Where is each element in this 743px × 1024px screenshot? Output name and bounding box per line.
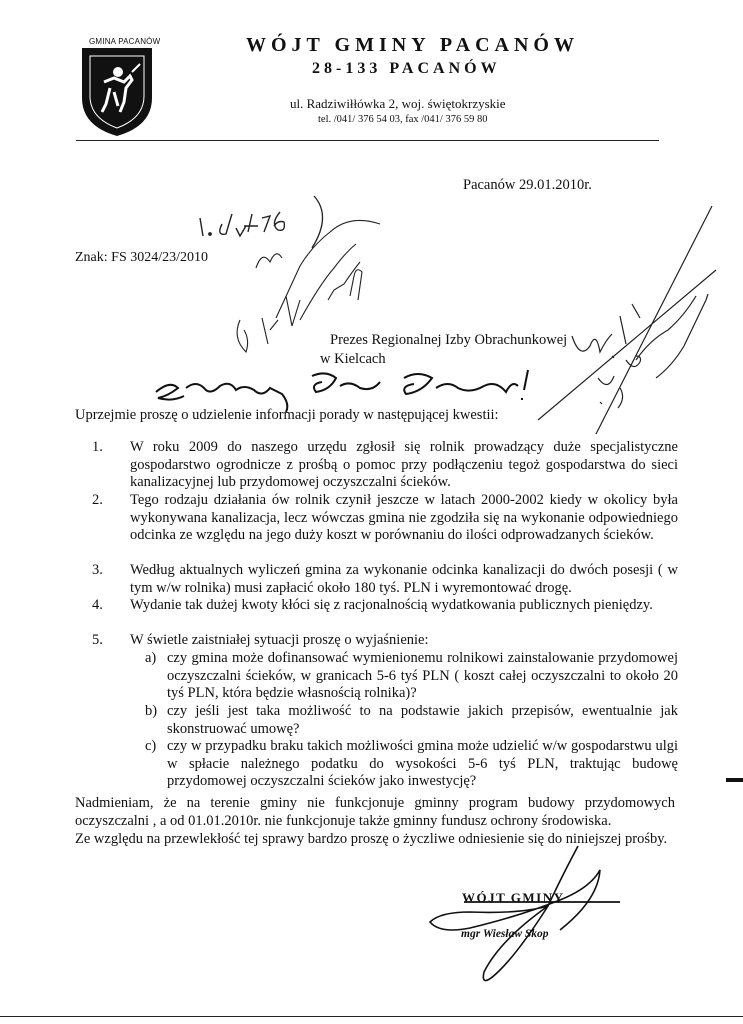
recipient-line-2: w Kielcach — [320, 351, 386, 367]
signature-handwriting — [430, 846, 620, 981]
coat-of-arms-icon — [80, 46, 154, 138]
closing-paragraph-1: Nadmieniam, że na terenie gminy nie funkcjonuje gminny program budowy przydomowych oczyszczalni , a od 01.01.2010r. nie funkcjonuje także gminny fundusz ochrony środowiska. — [75, 795, 675, 829]
edge-mark — [726, 778, 743, 782]
item-text: W świetle zaistniałej sytuacji proszę o wyjaśnienie: — [130, 632, 429, 648]
letter-date: Pacanów 29.01.2010r. — [463, 177, 592, 193]
item-number: 3. — [92, 562, 103, 578]
item-text: W roku 2009 do naszego urzędu zgłosił się rolnik prowadzący duże specjalistyczne gospodarstwo ogrodnicze z prośbą o pomoc przy podłączeniu tegoż gospodarstwa do sieci kanalizacyjnej lub przydomowej oczyszczalni ścieków. — [130, 439, 678, 491]
item-number: 5. — [92, 632, 103, 648]
signature-stamp-title: WÓJT GMINY — [462, 890, 565, 905]
item-number: 4. — [92, 597, 103, 613]
subitem-text: czy w przypadku braku takich możliwości gmina może udzielić w/w gospodarstwu ulgi w spłacie należnego podatku do wysokości 5-6 tyś PLN, traktując budowę przydomowej oczyszczalni ścieków jako inwestycję? — [167, 738, 678, 790]
office-title: WÓJT GMINY PACANÓW — [246, 34, 579, 56]
crest-label: GMINA PACANÓW — [89, 37, 161, 46]
subitem-letter: c) — [145, 738, 157, 754]
subitem-text: czy gmina może dofinansować wymienionemu rolnikowi zainstalowanie przydomowej oczyszczalni ścieków, w granicach 5-6 tyś PLN ( koszt całej oczyszczalni to około 20 tyś PLN, która będzie własnością rolnika)? — [167, 650, 678, 702]
item-text: Tego rodzaju działania ów rolnik czynił jeszcze w latach 2000-2002 kiedy w okolicy była wykonywana kanalizacja, lecz wówczas gmina nie zgodziła się na wykonanie odpowiedniego odcinka ze względu na jego duży koszt w porównaniu do ilości odprowadzanych ścieków. — [130, 492, 678, 544]
item-text: Według aktualnych wyliczeń gmina za wykonanie odcinka kanalizacji do dwóch posesji ( w tym w/w rolnika) musi zapłacić około 180 tyś. PLN i wyremontować drogę. — [130, 562, 678, 596]
reference-number: Znak: FS 3024/23/2010 — [75, 250, 209, 265]
signature-stamp-name: mgr Wiesław Skop — [461, 928, 549, 940]
letter-intro: Uprzejmie proszę o udzielenie informacji porady w następującej kwestii: — [75, 407, 499, 423]
header-divider — [76, 140, 659, 141]
subitem-letter: b) — [145, 703, 158, 719]
subitem-text: czy jeśli jest taka możliwość to na podstawie jakich przepisów, ewentualnie jak skonstruować umowę? — [167, 703, 678, 737]
page-bottom-rule — [0, 1016, 743, 1017]
registry-note-handwriting — [200, 212, 284, 236]
item-number: 2. — [92, 492, 103, 508]
office-phone-fax: tel. /041/ 376 54 03, fax /041/ 376 59 80 — [318, 114, 488, 125]
office-postal-line: 28-133 PACANÓW — [312, 60, 501, 77]
subitem-letter: a) — [145, 650, 157, 666]
salutation-handwriting — [156, 370, 528, 412]
item-number: 1. — [92, 439, 103, 455]
recipient-line-1: Prezes Regionalnej Izby Obrachunkowej — [330, 332, 568, 348]
closing-paragraph-2: Ze względu na przewlekłość tej sprawy bardzo proszę o życzliwe odniesienie się do niniejszej prośby. — [75, 831, 668, 847]
office-address: ul. Radziwiłłówka 2, woj. świętokrzyskie — [290, 96, 506, 111]
item-text: Wydanie tak dużej kwoty kłóci się z racjonalnością wydatkowania publicznych pieniędzy. — [130, 597, 653, 613]
